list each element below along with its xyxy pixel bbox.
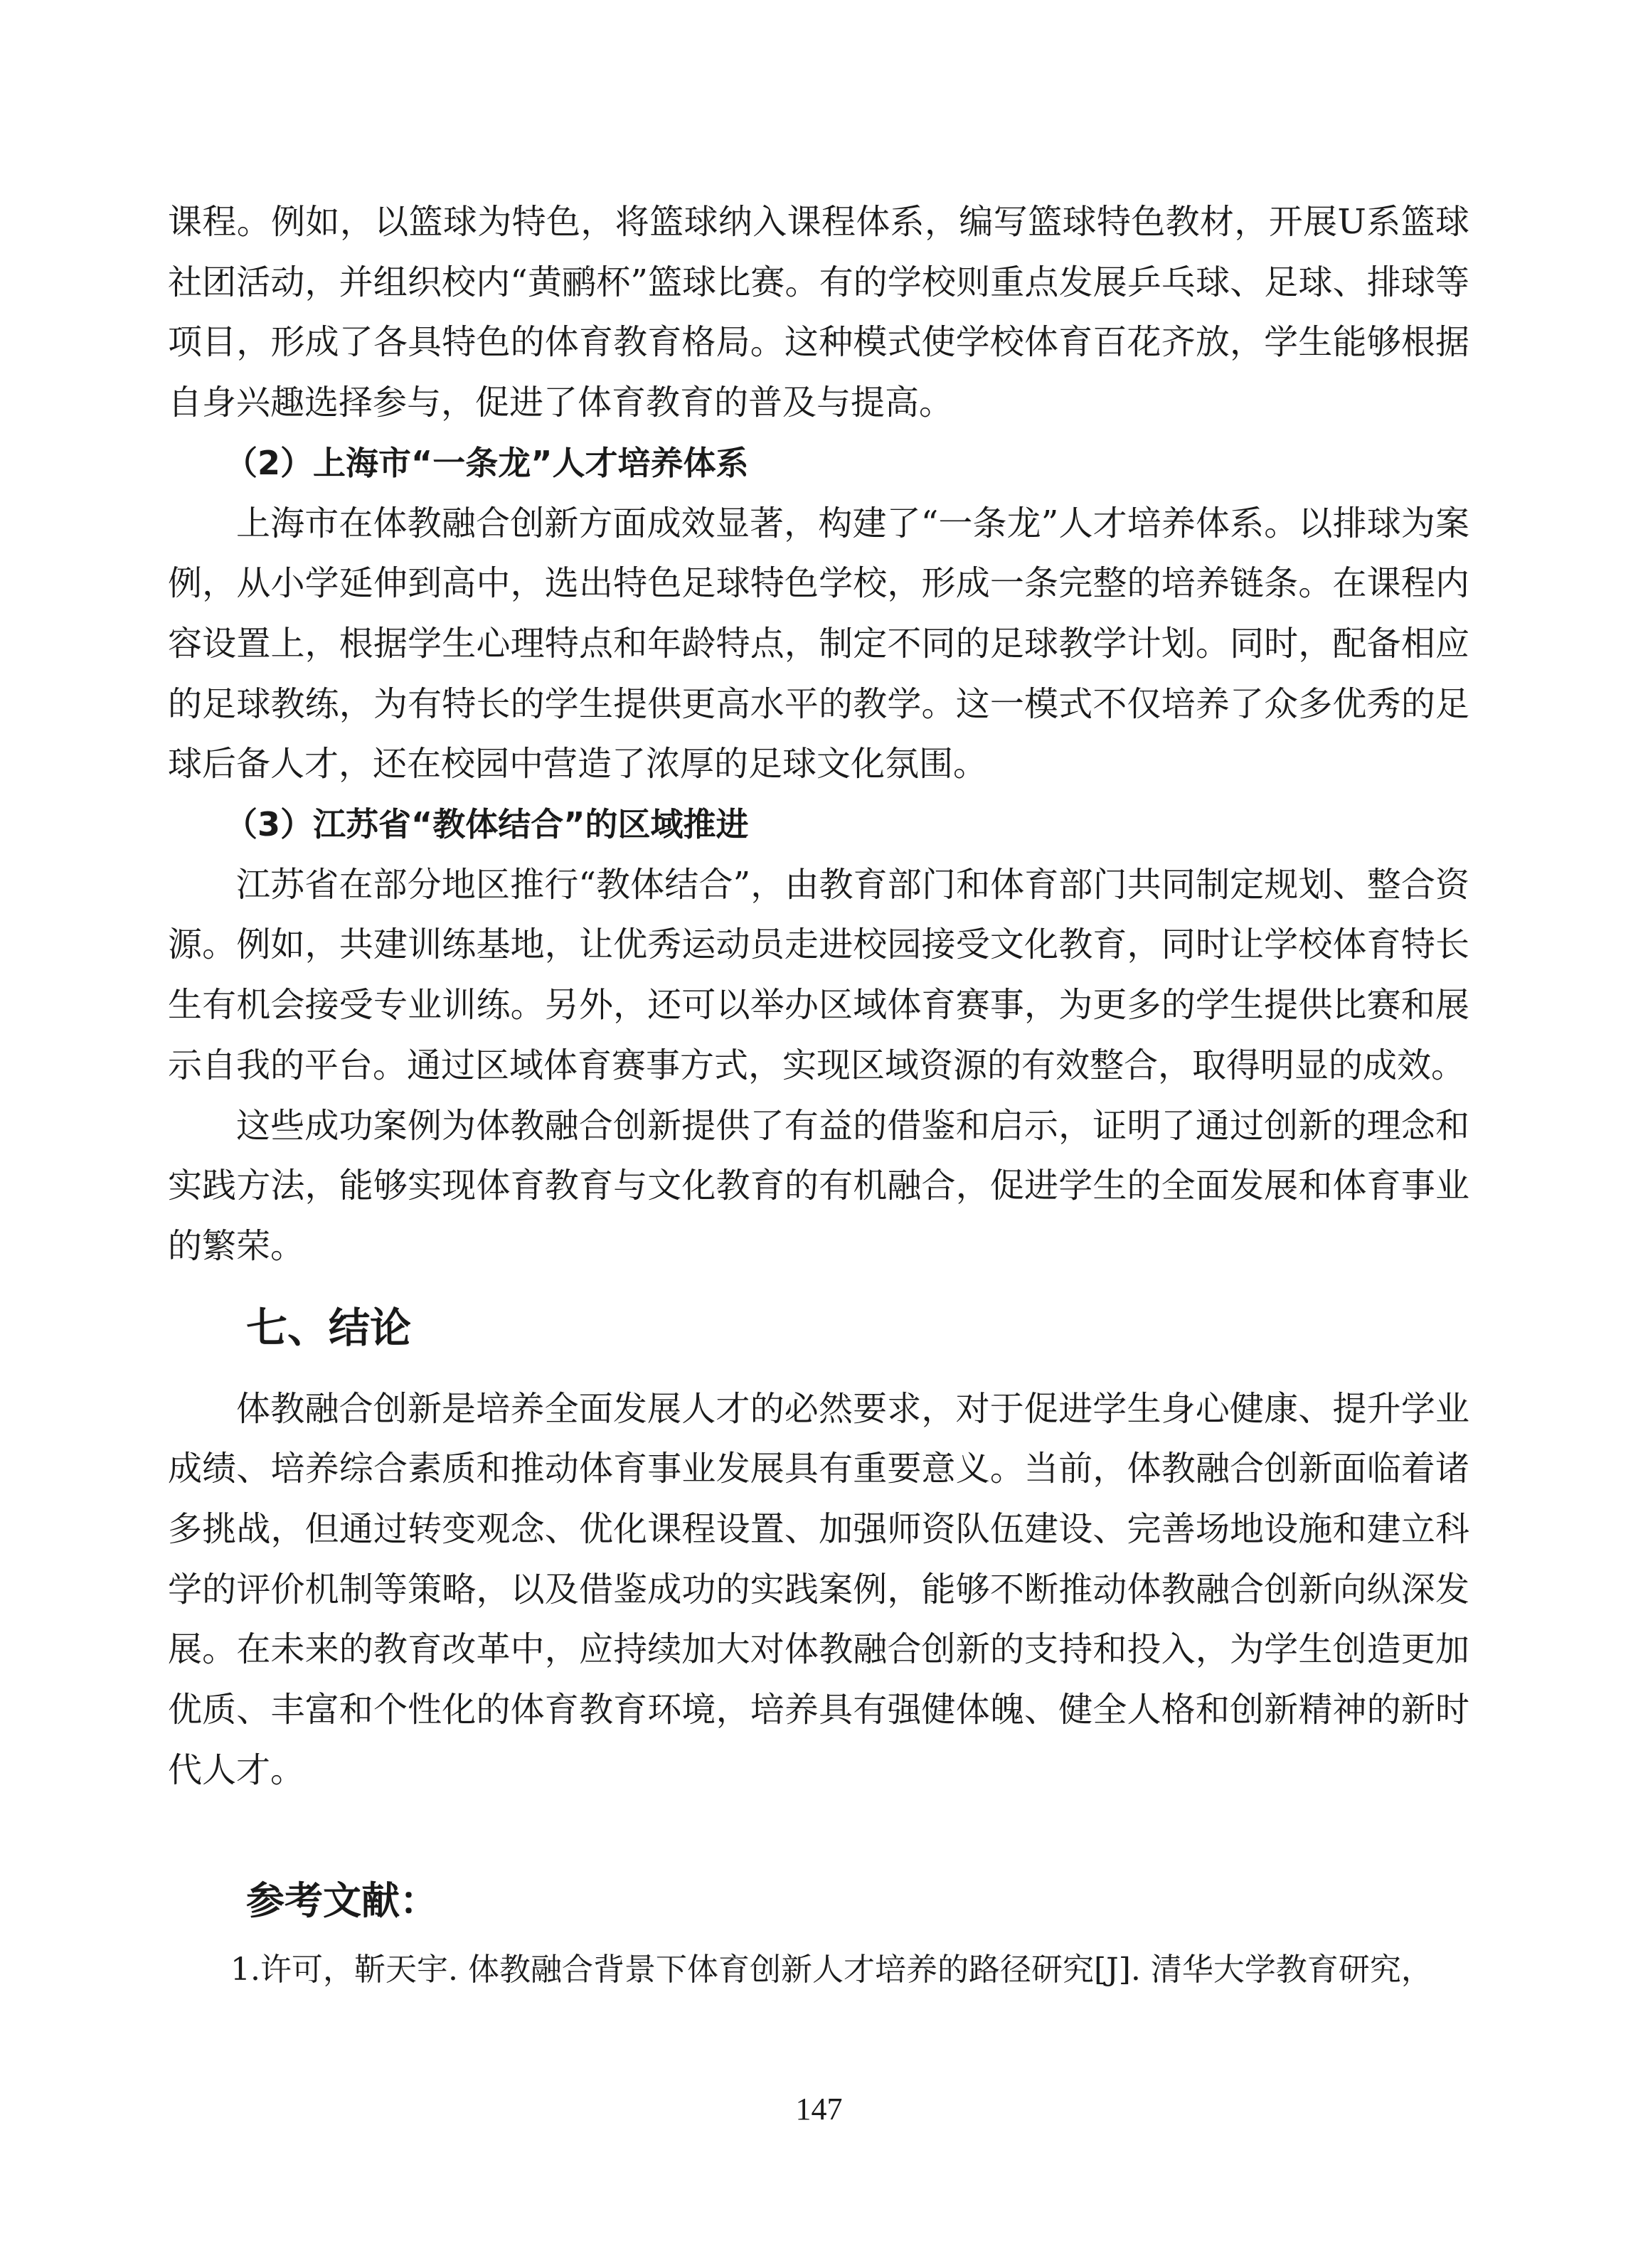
body-paragraph: 上海市在体教融合创新方面成效显著，构建了“一条龙”人才培养体系。以排球为案例，从小学延伸到高中，选出特色足球特色学校，形成一条完整的培养链条。在课程内容设置上，根据学生心理特点和年龄特点，制定不同的足球教学计划。同时，配备相应的足球教练，为有特长的学生提供更高水平的教学。这一模式不仅培养了众多优秀的足球后备人才，还在校园中营造了浓厚的足球文化氛围。 [168,503,1469,784]
page-content [168,192,1469,2000]
references-title: 参考文献： [246,1878,438,1923]
body-paragraph: 这些成功案例为体教融合创新提供了有益的借鉴和启示，证明了通过创新的理念和实践方法，能够实现体育教育与文化教育的有机融合，促进学生的全面发展和体育事业的繁荣。 [168,1105,1469,1266]
body-paragraph: 课程。例如，以篮球为特色，将篮球纳入课程体系，编写篮球特色教材，开展U系篮球社团活动，并组织校内“黄鹂杯”篮球比赛。有的学校则重点发展乒乓球、足球、排球等项目，形成了各具特色的体育教育格局。这种模式使学校体育百花齐放，学生能够根据自身兴趣选择参与，促进了体育教育的普及与提高。 [168,202,1469,423]
reference-item: 1.许可，靳天宇. 体教融合背景下体育创新人才培养的路径研究[J]. 清华大学教育研究， [230,1951,1432,1988]
subsection-heading: （3）江苏省“教体结合”的区域推进 [225,805,749,844]
conclusion-paragraph: 体教融合创新是培养全面发展人才的必然要求，对于促进学生身心健康、提升学业成绩、培养综合素质和推动体育事业发展具有重要意义。当前，体教融合创新面临着诸多挑战，但通过转变观念、优化课程设置、加强师资队伍建设、完善场地设施和建立科学的评价机制等策略，以及借鉴成功的实践案例，能够不断推动体教融合创新向纵深发展。在未来的教育改革中，应持续加大对体教融合创新的支持和投入，为学生创造更加优质、丰富和个性化的体育教育环境，培养具有强健体魄、健全人格和创新精神的新时代人才。 [168,1388,1469,1790]
subsection-heading: （2）上海市“一条龙”人才培养体系 [225,443,749,482]
body-paragraph: 江苏省在部分地区推行“教体结合”，由教育部门和体育部门共同制定规划、整合资源。例如，共建训练基地，让优秀运动员走进校园接受文化教育，同时让学校体育特长生有机会接受专业训练。另外，还可以举办区域体育赛事，为更多的学生提供比赛和展示自我的平台。通过区域体育赛事方式，实现区域资源的有效整合，取得明显的成效。 [168,864,1469,1085]
section-title-conclusion: 七、结论 [246,1303,412,1352]
page-number: 147 [795,2092,843,2126]
